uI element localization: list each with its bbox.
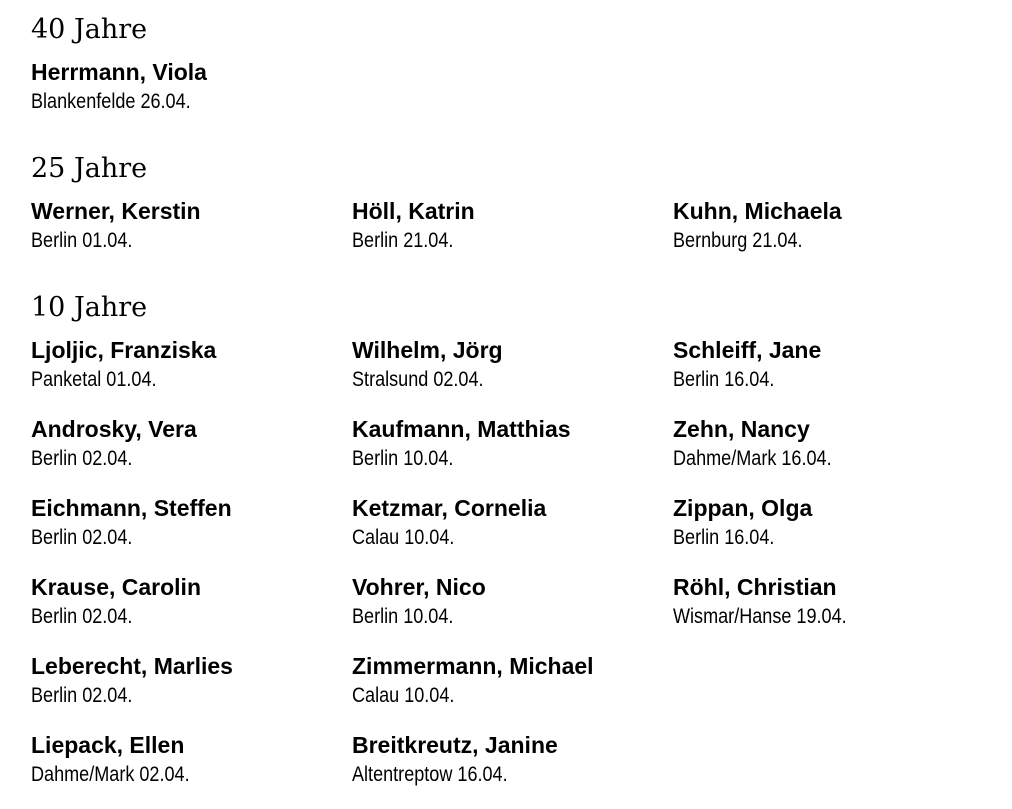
section-title: 25 Jahre: [31, 153, 148, 184]
anniversary-entry: [352, 196, 672, 256]
location-date: Blankenfelde 26.04.: [31, 90, 191, 113]
location-date: Berlin 02.04.: [31, 684, 133, 707]
anniversary-entry: [673, 335, 993, 395]
anniversary-entry: [673, 196, 993, 256]
location-date: Panketal 01.04.: [31, 368, 157, 391]
location-date: Bernburg 21.04.: [673, 229, 803, 252]
anniversary-entry: [352, 651, 672, 711]
anniversary-entry: [352, 730, 672, 790]
location-date: Berlin 10.04.: [352, 605, 454, 628]
person-name: Kuhn, Michaela: [673, 198, 842, 224]
location-date: Berlin 01.04.: [31, 229, 133, 252]
anniversary-entry: [31, 651, 351, 711]
person-name: Kaufmann, Matthias: [352, 416, 571, 442]
person-name: Androsky, Vera: [31, 416, 197, 442]
person-name: Leberecht, Marlies: [31, 653, 233, 679]
location-date: Berlin 21.04.: [352, 229, 454, 252]
section-title: 10 Jahre: [31, 292, 148, 323]
person-name: Zimmermann, Michael: [352, 653, 594, 679]
location-date: Dahme/Mark 02.04.: [31, 763, 190, 786]
anniversary-entry: [31, 335, 351, 395]
person-name: Ljoljic, Franziska: [31, 337, 217, 363]
location-date: Altentreptow 16.04.: [352, 763, 508, 786]
person-name: Eichmann, Steffen: [31, 495, 232, 521]
person-name: Zippan, Olga: [673, 495, 813, 521]
person-name: Vohrer, Nico: [352, 574, 486, 600]
location-date: Berlin 02.04.: [31, 605, 133, 628]
person-name: Höll, Katrin: [352, 198, 475, 224]
anniversary-entry: [352, 414, 672, 474]
location-date: Berlin 16.04.: [673, 526, 775, 549]
location-date: Dahme/Mark 16.04.: [673, 447, 832, 470]
anniversary-entry: [673, 493, 993, 553]
anniversary-entry: [673, 414, 993, 474]
location-date: Calau 10.04.: [352, 684, 455, 707]
location-date: Berlin 16.04.: [673, 368, 775, 391]
anniversary-entry: [352, 493, 672, 553]
person-name: Herrmann, Viola: [31, 59, 207, 85]
person-name: Ketzmar, Cornelia: [352, 495, 547, 521]
anniversary-entry: [31, 730, 351, 790]
location-date: Berlin 02.04.: [31, 447, 133, 470]
location-date: Berlin 10.04.: [352, 447, 454, 470]
anniversary-entry: [352, 572, 672, 632]
person-name: Wilhelm, Jörg: [352, 337, 503, 363]
person-name: Werner, Kerstin: [31, 198, 201, 224]
person-name: Schleiff, Jane: [673, 337, 822, 363]
location-date: Stralsund 02.04.: [352, 368, 484, 391]
person-name: Zehn, Nancy: [673, 416, 810, 442]
location-date: Wismar/Hanse 19.04.: [673, 605, 847, 628]
person-name: Krause, Carolin: [31, 574, 201, 600]
location-date: Calau 10.04.: [352, 526, 455, 549]
anniversary-entry: [352, 335, 672, 395]
anniversary-entry: [673, 572, 993, 632]
section-title: 40 Jahre: [31, 14, 148, 45]
anniversary-entry: [31, 57, 351, 117]
anniversary-entry: [31, 493, 351, 553]
person-name: Breitkreutz, Janine: [352, 732, 558, 758]
anniversary-entry: [31, 196, 351, 256]
person-name: Liepack, Ellen: [31, 732, 185, 758]
anniversary-entry: [31, 414, 351, 474]
anniversary-entry: [31, 572, 351, 632]
location-date: Berlin 02.04.: [31, 526, 133, 549]
person-name: Röhl, Christian: [673, 574, 837, 600]
